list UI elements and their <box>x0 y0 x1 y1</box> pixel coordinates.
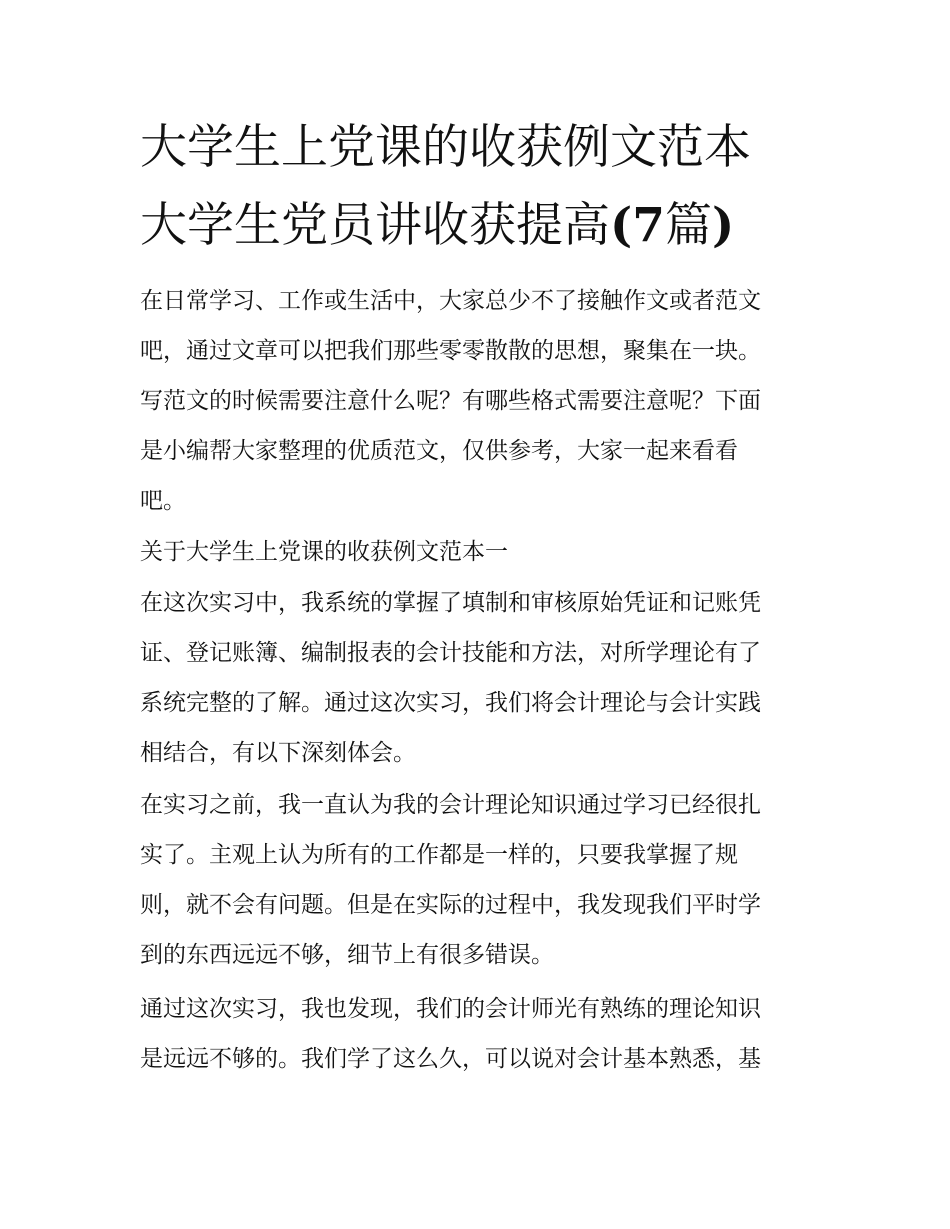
section-heading <box>140 527 820 577</box>
paragraph-line: 系统完整的了解。通过这次实习，我们将会计理论与会计实践 <box>140 690 761 716</box>
title-count-close: ) <box>711 198 735 253</box>
paragraph-2 <box>140 780 820 980</box>
paragraph-line: 证、登记账簿、编制报表的会计技能和方法，对所学理论有了 <box>140 640 761 666</box>
title-text-1: 大学生上党课的收获例文范本 <box>140 120 751 175</box>
paragraph-line: 在实习之前，我一直认为我的会计理论知识通过学习已经很扎 <box>140 792 761 818</box>
paragraph-line: 则，就不会有问题。但是在实际的过程中，我发现我们平时学 <box>140 892 761 918</box>
paragraph-line: 是小编帮大家整理的优质范文，仅供参考，大家一起来看看 <box>140 438 738 464</box>
intro-paragraph <box>140 276 820 526</box>
paragraph-line: 实了。主观上认为所有的工作都是一样的，只要我掌握了规 <box>140 842 738 868</box>
paragraph-line: 吧。 <box>140 488 186 514</box>
paragraph-line: 到的东西远远不够，细节上有很多错误。 <box>140 942 554 968</box>
paragraph-line: 相结合，有以下深刻体会。 <box>140 740 416 766</box>
title-text-2: 大学生党员讲收获提高 <box>140 198 610 253</box>
document-title-line-1 <box>140 118 840 178</box>
title-count-open: (7 <box>610 198 665 253</box>
paragraph-1 <box>140 578 820 778</box>
paragraph-line: 是远远不够的。我们学了这么久，可以说对会计基本熟悉，基 <box>140 1046 761 1072</box>
paragraph-line: 在日常学习、工作或生活中，大家总少不了接触作文或者范文 <box>140 288 761 314</box>
paragraph-line: 通过这次实习，我也发现，我们的会计师光有熟练的理论知识 <box>140 996 761 1022</box>
paragraph-line: 在这次实习中，我系统的掌握了填制和审核原始凭证和记账凭 <box>140 590 761 616</box>
paragraph-3 <box>140 984 820 1084</box>
paragraph-line: 写范文的时候需要注意什么呢？有哪些格式需要注意呢？下面 <box>140 388 761 414</box>
title-count-unit: 篇 <box>664 198 712 253</box>
section-heading-text: 关于大学生上党课的收获例文范本一 <box>140 539 508 565</box>
paragraph-line: 吧，通过文章可以把我们那些零零散散的思想，聚集在一块。 <box>140 338 761 364</box>
document-title-line-2 <box>140 196 840 256</box>
